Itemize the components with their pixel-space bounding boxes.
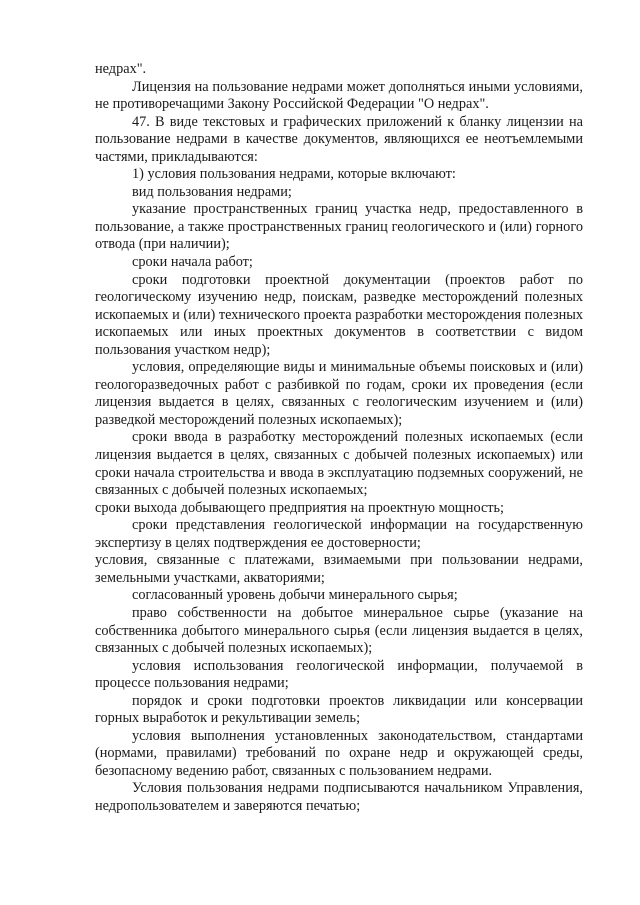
list-item: сроки представления геологической информации на государственную экспертизу в целях подтверждения ее достоверности; xyxy=(95,517,583,551)
list-item: условия использования геологической информации, получаемой в процессе пользования недрами; xyxy=(95,657,583,692)
list-item: условия, определяющие виды и минимальные объемы поисковых и (или) геологоразведочных работ с разбивкой по годам, сроки их проведения (если лицензия выдается в целях, связанных с геологическим изучением и (или) разведкой месторождений полезных ископаемых); xyxy=(95,359,583,428)
paragraph-item-47: 47. В виде текстовых и графических приложений к бланку лицензии на пользование недрами в качестве документов, являющихся ее неотъемлемыми частями, прикладываются: xyxy=(95,113,583,165)
paragraph-subitem-1: 1) условия пользования недрами, которые включают: xyxy=(132,166,456,183)
list-item: указание пространственных границ участка недр, предоставленного в пользование, а также пространственных границ геологического и (или) горного отвода (при наличии); xyxy=(95,201,583,253)
paragraph-continuation: недрах". xyxy=(95,61,147,77)
list-item: право собственности на добытое минеральное сырье (указание на собственника добытого минерального сырья (если лицензия выдается в целях, связанных с добычей полезных ископаемых); xyxy=(95,604,583,657)
list-item: сроки начала работ; xyxy=(132,254,253,271)
list-item: сроки выхода добывающего предприятия на проектную мощность; xyxy=(95,499,505,516)
paragraph-license-additional-conditions: Лицензия на пользование недрами может дополняться иными условиями, не противоречащими Закону Российской Федерации "О недрах". xyxy=(95,78,583,113)
list-item: порядок и сроки подготовки проектов ликвидации или консервации горных выработок и рекультивации земель; xyxy=(95,692,583,727)
list-item: сроки подготовки проектной документации (проектов работ по геологическому изучению недр, поискам, разведке месторождений полезных ископаемых и (или) технического проекта разработки месторождения полезных ископаемых или иных проектных документов в соответствии с видом пользования участком недр); xyxy=(95,271,583,358)
paragraph-signing-conditions: Условия пользования недрами подписываются начальником Управления, недропользователем и заверяются печатью; xyxy=(95,780,583,814)
document-body xyxy=(95,61,583,816)
list-item: условия, связанные с платежами, взимаемыми при пользовании недрами, земельными участками, акваториями; xyxy=(95,552,583,586)
list-item: условия выполнения установленных законодательством, стандартами (нормами, правилами) требований по охране недр и окружающей среды, безопасному ведению работ, связанных с пользованием недрами. xyxy=(95,727,583,779)
list-item: сроки ввода в разработку месторождений полезных ископаемых (если лицензия выдается в целях, связанных с добычей полезных ископаемых) или сроки начала строительства и ввода в эксплуатацию подземных сооружений, не связанных с добычей полезных ископаемых; xyxy=(95,429,583,499)
list-item: согласованный уровень добычи минерального сырья; xyxy=(132,587,458,604)
list-item: вид пользования недрами; xyxy=(132,183,292,200)
